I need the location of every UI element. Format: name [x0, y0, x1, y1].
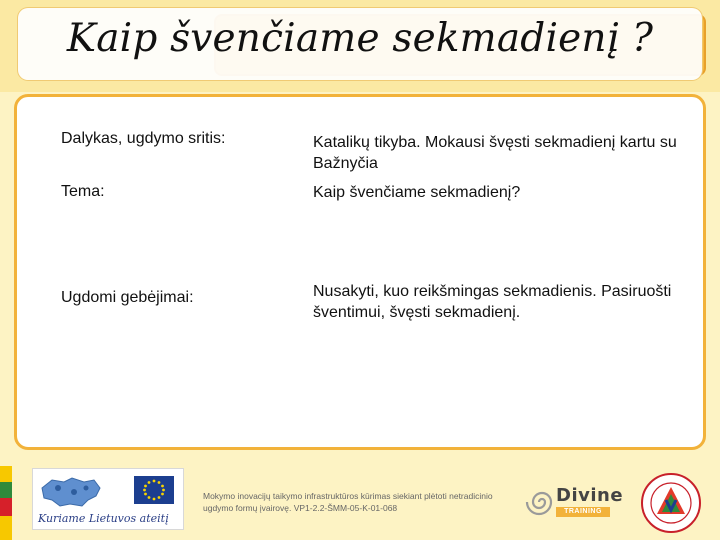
flag-stripe-green: [0, 482, 12, 498]
school-badge-icon: [640, 472, 702, 534]
skills-value: Nusakyti, kuo reikšmingas sekmadienis. Pasiruošti šventimui, švęsti sekmadienį.: [313, 283, 672, 321]
eu-flag-icon: [134, 476, 174, 504]
flag-stripe-red: [0, 498, 12, 516]
slide-title: Kaip švenčiame sekmadienį ?: [66, 16, 654, 61]
divine-training-label: TRAINING: [556, 507, 610, 517]
flag-stripe-yellow: [0, 466, 12, 482]
topic-label: Tema:: [61, 183, 105, 200]
lithuania-map-icon: [38, 474, 102, 510]
subject-value: Katalikų tikyba. Mokausi švęsti sekmadienį kartu su Bažnyčia: [313, 134, 677, 172]
topic-value: Kaip švenčiame sekmadienį?: [313, 184, 521, 201]
flag-stripe-yellow-bottom: [0, 516, 12, 540]
eu-slogan: Kuriame Lietuvos ateitį: [38, 512, 169, 525]
project-description: Mokymo inovacijų taikymo infrastruktūros kūrimas siekiant plėtoti netradicinio ugdymo formų įvairovę. VP1-2.2-ŠMM-05-K-01-068: [203, 491, 493, 513]
skills-label: Ugdomi gebėjimai:: [61, 289, 194, 306]
subject-label: Dalykas, ugdymo sritis:: [61, 130, 226, 147]
divine-brand: Divine: [556, 485, 624, 506]
